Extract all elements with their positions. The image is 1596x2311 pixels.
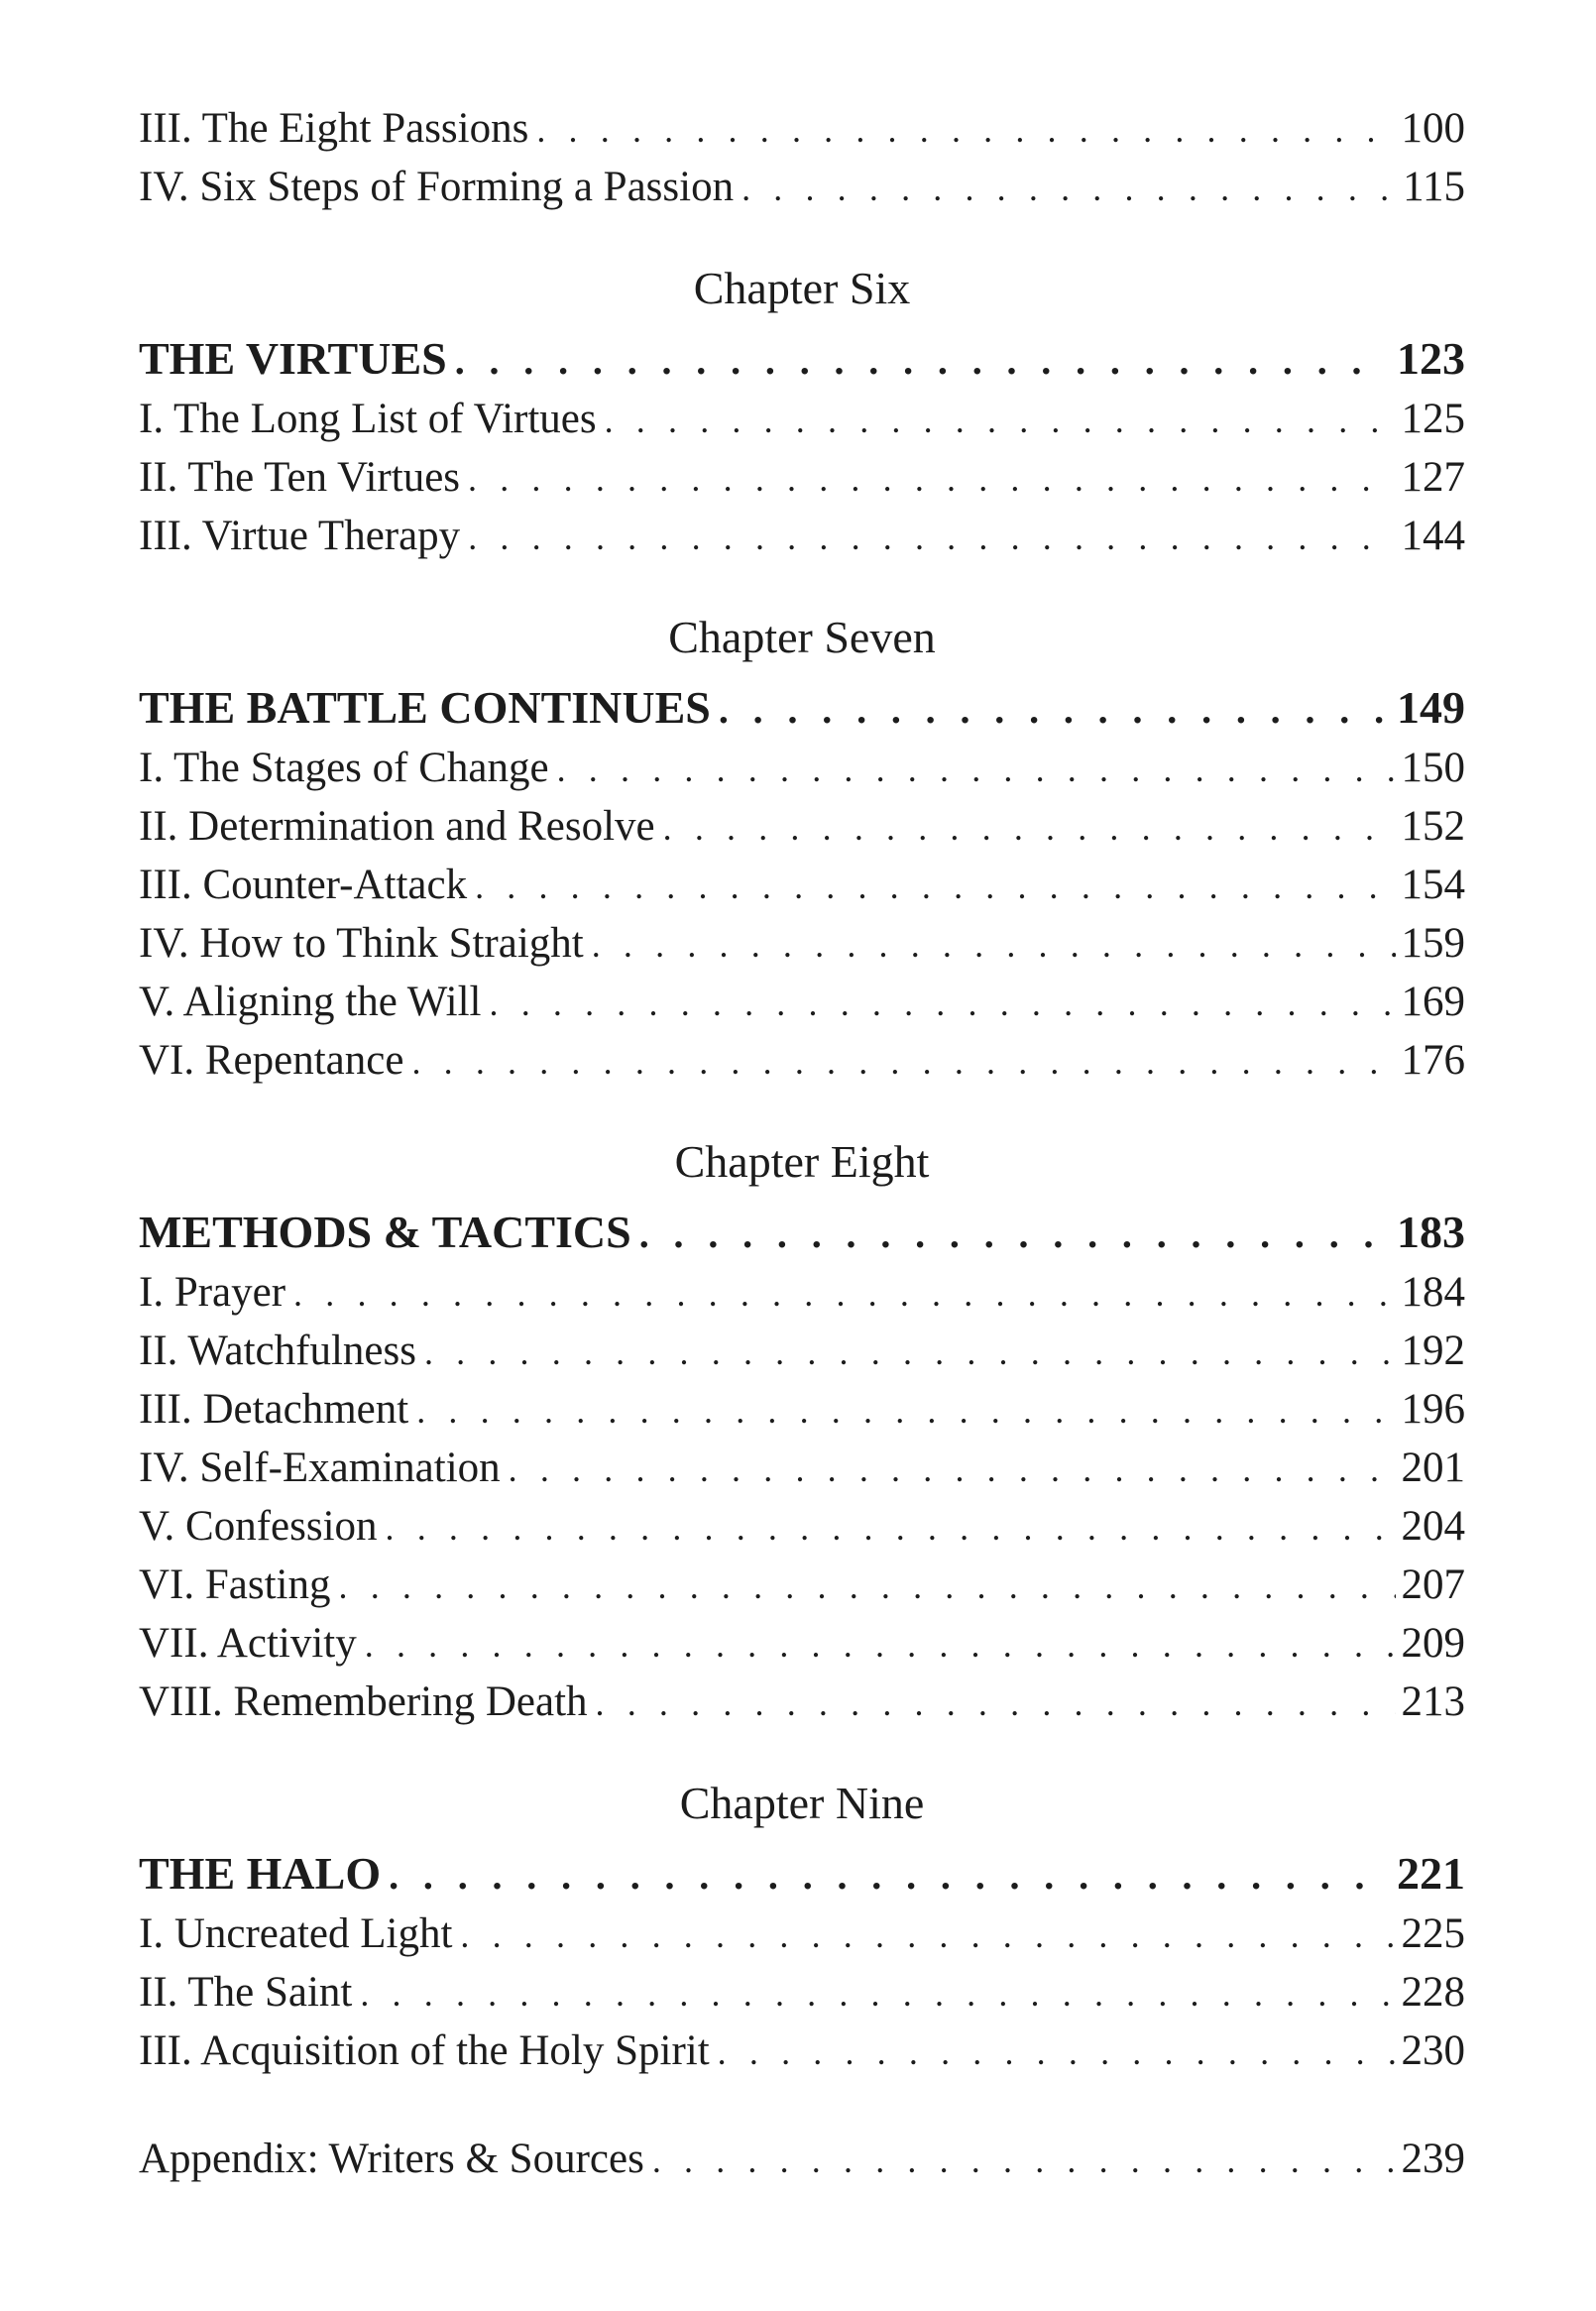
chapter-title-entry[interactable] [139,328,1465,390]
toc-entry-label: III. Acquisition of the Holy Spirit [139,2027,710,2074]
chapter-title-page: 221 [1397,1848,1465,1899]
toc-entry-page: 154 [1401,862,1465,908]
toc-entry-page: 207 [1401,1561,1465,1608]
chapter-title-entry[interactable] [139,1202,1465,1263]
chapter-title-entry[interactable] [139,677,1465,739]
toc-entry[interactable] [139,390,1465,448]
toc-entry-page: 144 [1401,513,1465,559]
dot-leader [339,1558,1396,1616]
toc-entry-page: 127 [1401,454,1465,501]
toc-entry-page: 115 [1403,164,1465,210]
dot-leader [557,741,1396,799]
toc-entry-label: II. The Saint [139,1969,353,2016]
toc-entry-label: VI. Fasting [139,1561,331,1608]
dot-leader [509,1441,1396,1499]
dot-leader [639,1204,1383,1265]
chapter-title: METHODS & TACTICS [139,1207,631,1257]
toc-entry-page: 152 [1401,803,1465,850]
toc-entry-page: 225 [1401,1910,1465,1957]
toc-entry-label: I. Prayer [139,1269,286,1316]
toc-entry-page: 228 [1401,1969,1465,2016]
dot-leader [424,1324,1396,1382]
dot-leader [718,2023,1396,2082]
chapter-title-page: 123 [1397,333,1465,384]
toc-entry-label: II. Determination and Resolve [139,803,655,850]
dot-leader [455,330,1383,392]
toc-entry-label: VII. Activity [139,1620,357,1667]
toc-entry-label: VI. Repentance [139,1037,404,1084]
toc-entry-page: 230 [1401,2027,1465,2074]
toc-entry-label: I. Uncreated Light [139,1910,453,1957]
dot-leader [596,1675,1396,1733]
toc-entry-label: V. Confession [139,1503,378,1550]
toc-entry[interactable] [139,973,1465,1031]
toc-entry[interactable] [139,1031,1465,1090]
toc-entry-page: 125 [1401,396,1465,442]
dot-leader [365,1616,1396,1675]
toc-entry[interactable] [139,99,1465,158]
toc-entry[interactable] [139,158,1465,216]
toc-entry[interactable] [139,739,1465,797]
toc-entry-label: II. Watchfulness [139,1328,416,1374]
toc-entry-label: IV. Self-Examination [139,1444,501,1491]
dot-leader [293,1265,1395,1324]
chapter-title-page: 149 [1397,682,1465,733]
toc-entry-label: III. Virtue Therapy [139,513,461,559]
chapter-title: THE VIRTUES [139,333,447,384]
dot-leader [652,2132,1396,2190]
toc-entry[interactable] [139,507,1465,565]
toc-entry-page: 176 [1401,1037,1465,1084]
toc-entry-label: III. The Eight Passions [139,105,529,152]
chapter-heading: Chapter Eight [674,1136,930,1187]
toc-entry-page: 150 [1401,745,1465,791]
toc-entry-page: 192 [1401,1328,1465,1374]
toc-entry-label: III. Counter-Attack [139,862,468,908]
toc-entry-label: I. The Stages of Change [139,745,549,791]
toc-entry[interactable] [139,1673,1465,1731]
toc-entry-page: 196 [1401,1386,1465,1433]
chapter-heading: Chapter Nine [679,1778,925,1828]
chapter-title: THE BATTLE CONTINUES [139,682,711,733]
toc-entry[interactable] [139,1380,1465,1439]
dot-leader [386,1499,1396,1558]
toc-entry-label: IV. How to Think Straight [139,920,584,967]
toc-entry-label: III. Detachment [139,1386,409,1433]
dot-leader [663,799,1396,858]
toc-entry-page: 201 [1401,1444,1465,1491]
toc-entry[interactable] [139,797,1465,856]
toc-entry-page: 213 [1401,1678,1465,1725]
dot-leader [741,160,1397,218]
dot-leader [475,858,1395,916]
chapter-heading: Chapter Six [693,263,911,313]
toc-entry-page: 169 [1401,979,1465,1025]
toc-entry[interactable] [139,448,1465,507]
dot-leader [605,392,1396,450]
dot-leader [719,679,1383,741]
chapter-title-page: 183 [1397,1207,1465,1257]
dot-leader [411,1033,1395,1092]
toc-entry-label: V. Aligning the Will [139,979,482,1025]
toc-entry-page: 204 [1401,1503,1465,1550]
toc-entry[interactable] [139,1497,1465,1556]
toc-entry-label: II. The Ten Virtues [139,454,461,501]
toc-entry-page: 209 [1401,1620,1465,1667]
dot-leader [592,916,1396,975]
toc-entry[interactable] [139,1963,1465,2022]
dot-leader [360,1965,1395,2023]
dot-leader [416,1382,1395,1441]
dot-leader [536,101,1395,160]
toc-entry[interactable] [139,2022,1465,2080]
dot-leader [468,450,1395,509]
dot-leader [490,975,1396,1033]
toc-entry-page: 100 [1401,105,1465,152]
chapter-title-entry[interactable] [139,1843,1465,1905]
toc-entry-label: I. The Long List of Virtues [139,396,597,442]
chapter-heading: Chapter Seven [668,612,936,662]
chapter-title: THE HALO [139,1848,382,1899]
dot-leader [460,1907,1395,1965]
appendix-entry[interactable] [139,2130,1465,2188]
toc-entry[interactable] [139,856,1465,914]
toc-entry[interactable] [139,1439,1465,1497]
toc-entry[interactable] [139,1556,1465,1614]
appendix-label: Appendix: Writers & Sources [139,2136,644,2182]
appendix-page: 239 [1401,2136,1465,2182]
table-of-contents [139,99,1465,2188]
toc-entry-page: 159 [1401,920,1465,967]
dot-leader [389,1845,1383,1907]
toc-entry-label: VIII. Remembering Death [139,1678,588,1725]
dot-leader [468,509,1395,567]
toc-entry[interactable] [139,1322,1465,1380]
toc-entry[interactable] [139,1263,1465,1322]
toc-entry[interactable] [139,1614,1465,1673]
toc-entry-page: 184 [1401,1269,1465,1316]
toc-entry-label: IV. Six Steps of Forming a Passion [139,164,735,210]
toc-entry[interactable] [139,914,1465,973]
toc-entry[interactable] [139,1905,1465,1963]
